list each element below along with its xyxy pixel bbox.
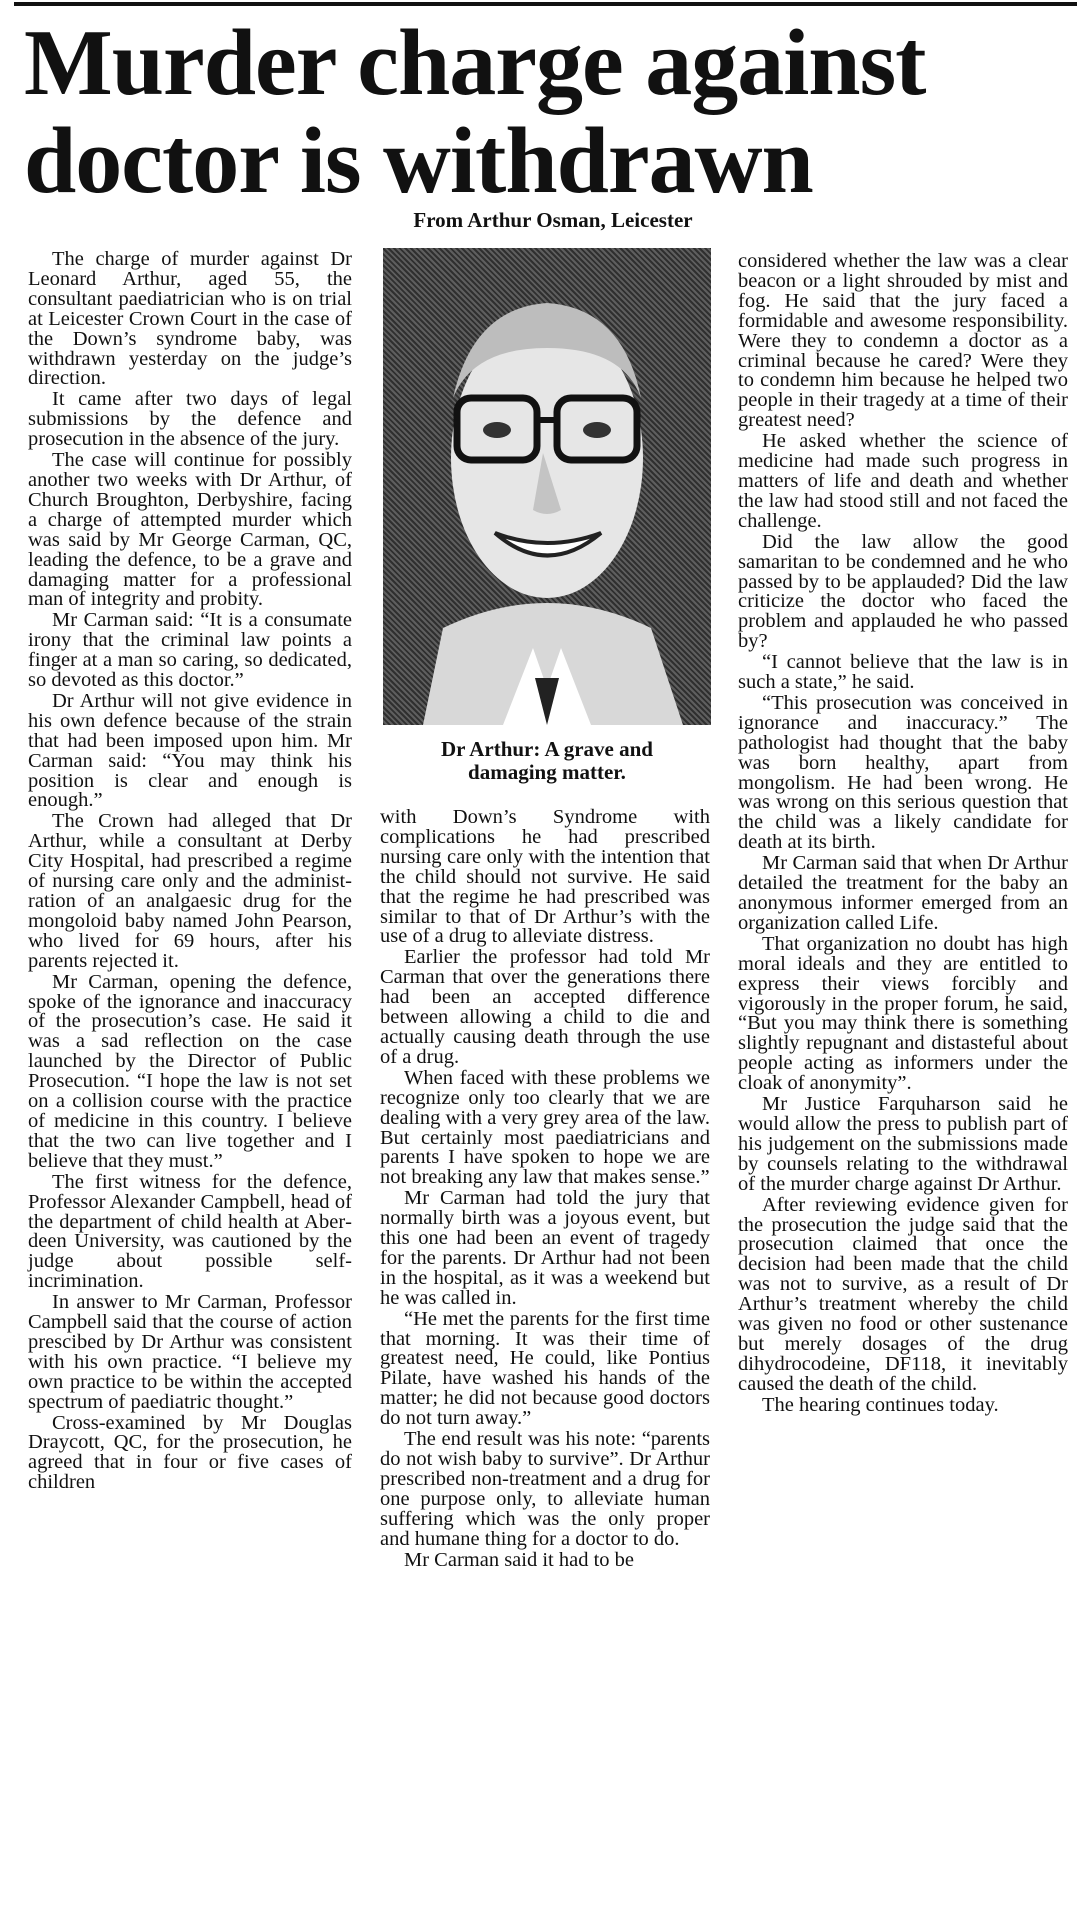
photo-caption — [383, 738, 711, 784]
paragraph: The first witness for the defence, Professor Alexander Campbell, head of the department of child health at Aberdeen University, was cautioned by the judge about possible self-incrimination. — [28, 1170, 352, 1293]
headline-line-2: doctor is withdrawn — [24, 109, 813, 213]
headline-line-1: Murder charge against — [24, 11, 926, 115]
portrait-photo — [383, 248, 711, 725]
paragraph: It came after two days of legal submissions by the defence and prosecution in the absence of the jury. — [28, 388, 352, 451]
portrait-image — [383, 248, 711, 725]
paragraph: He asked whether the science of medicine had made such progress in matters of life and death and whether the law had stood still and not faced the challenge. — [738, 430, 1068, 532]
paragraph: The end result was his note: “parents do not wish baby to survive”. Dr Arthur prescribed non-treatment and a drug for one purpose only, to alleviate human suffering which was the only proper and humane thing for a doctor to do. — [380, 1428, 710, 1550]
paragraph: That organization no doubt has high moral ideals and they are entitled to express their views forcibly and vigorously in the proper forum, he said, “But you may think there is something slightly repugnant and distasteful about people acting as informers under the cloak of anonymity”. — [738, 932, 1068, 1095]
paragraph: Earlier the professor had told Mr Carman that over the generations there had been an accepted difference between allowing a child to die and actually causing death through the use of a drug. — [380, 946, 710, 1068]
top-rule — [14, 2, 1077, 6]
caption-line-2: damaging matter. — [468, 760, 626, 784]
paragraph: considered whether the law was a clear beacon or a light shrouded by mist and fog. He said that the jury faced a formidable and awesome responsibility. Were they to condemn a doctor as a criminal because he cared? Were they to condemn him because he helped two people in their tragedy at a time of their greatest need? — [738, 250, 1068, 432]
paragraph: The charge of murder against Dr Leonard Arthur, aged 55, the consultant paediatrician who is on trial at Leicester Crown Court in the case of the Down’s syndrome baby, was withdrawn yesterday on the judge’s direction. — [28, 248, 352, 390]
caption-line-1: Dr Arthur: A grave and — [441, 737, 653, 761]
paragraph: When faced with these problems we recognize only too clearly that we are dealing with a very grey area of the law. But certainly most paediatricians and parents I have spoken to hope we are not breaking any law that makes sense.” — [380, 1066, 710, 1189]
paragraph: with Down’s Syndrome with complications he had prescribed nursing care only with the intention that the child should not survive. He said that the regime he had prescribed was similar to that of Dr Arthur’s with the use of a drug to alleviate distress. — [380, 806, 710, 948]
article-column-1 — [28, 250, 352, 1494]
paragraph: Cross-examined by Mr Douglas Draycott, QC, for the prosecution, he agreed that in four or five cases of children — [28, 1411, 352, 1494]
paragraph: “This prosecution was conceived in ignorance and inaccuracy.” The pathologist had thought that the baby was born healthy, apart from mongolism. He had been wrong. He was wrong on this serious question that the child was a likely candidate for death at its birth. — [738, 691, 1068, 854]
paragraph: Did the law allow the good samaritan to be condemned and he who passed by to be applauded? Did the law criticize the doctor who faced the problem and applauded he who passed by? — [738, 530, 1068, 653]
paragraph: The Crown had alleged that Dr Arthur, while a consultant at Derby City Hospital, had prescribed a regime of nursing care only and the administration of an analgaesic drug for the mongoloid baby named John Pearson, who lived for 69 hours, after his parents rejected it. — [28, 810, 352, 972]
paragraph: Mr Carman said it had to be — [404, 1548, 635, 1571]
paragraph: Dr Arthur will not give evidence in his own defence because of the strain that had been imposed upon him. Mr Carman said: “You may think his position is clear and enough is enough.” — [28, 689, 352, 812]
headline — [24, 11, 1064, 213]
paragraph: In answer to Mr Carman, Professor Campbell said that the course of action prescibed by Dr Arthur was consistent with his own practice. “I believe my own practice to be within the accepted spectrum of paediatric thought.” — [28, 1291, 352, 1413]
paragraph: Mr Justice Farquharson said he would allow the press to publish part of his judgement on the submissions made by counsels relating to the withdrawal of the murder charge against Dr Arthur. — [738, 1093, 1068, 1195]
paragraph: Mr Carman said: “It is a consumate irony that the criminal law points a finger at a man so caring, so dedicated, so devoted as this doctor.” — [28, 609, 352, 692]
paragraph: Mr Carman, opening the defence, spoke of the ignorance and inaccuracy of the prosecution’s case. He said it was a sad reflection on the case launched by the Director of Public Prosecution. “I hope the law is not set on a collision course with the practice of medicine in this country. I believe that the two can live together and I believe that they must.” — [28, 970, 352, 1172]
byline: From Arthur Osman, Leicester — [413, 208, 693, 232]
paragraph: After reviewing evidence given for the prosecution the judge said that the prosecution claimed that once the decision had been made that the child was not to survive, as a result of Dr Arthur’s treatment whereby the child was given no food or other sustenance but merely dosages of the drug dihydrocodeine, DF118, it inevitably caused the death of the child. — [738, 1193, 1068, 1395]
article-column-2 — [380, 808, 710, 1571]
paragraph: “I cannot believe that the law is in such a state,” he said. — [738, 651, 1068, 694]
paragraph: The hearing continues today. — [762, 1393, 999, 1416]
paragraph: “He met the parents for the first time that morning. It was their time of greatest need, He could, like Pontius Pilate, have washed his hands of the matter; he did not because good doctors do not turn away.” — [380, 1307, 710, 1430]
paragraph: The case will continue for possibly another two weeks with Dr Arthur, of Church Broughton, Derbyshire, facing a charge of attempted murder which was said by Mr George Carman, QC, leading the defence, to be a grave and damaging matter for a professional man of integrity and probity. — [28, 449, 352, 611]
paragraph: Mr Carman said that when Dr Arthur detailed the treatment for the baby an anonymous informer emerged from an organization called Life. — [738, 852, 1068, 934]
article-column-3 — [738, 252, 1068, 1417]
paragraph: Mr Carman had told the jury that normally birth was a joyous event, but this one had been an event of tragedy for the parents. Dr Arthur had not been in the hospital, as it was a weekend but he was called in. — [380, 1187, 710, 1309]
